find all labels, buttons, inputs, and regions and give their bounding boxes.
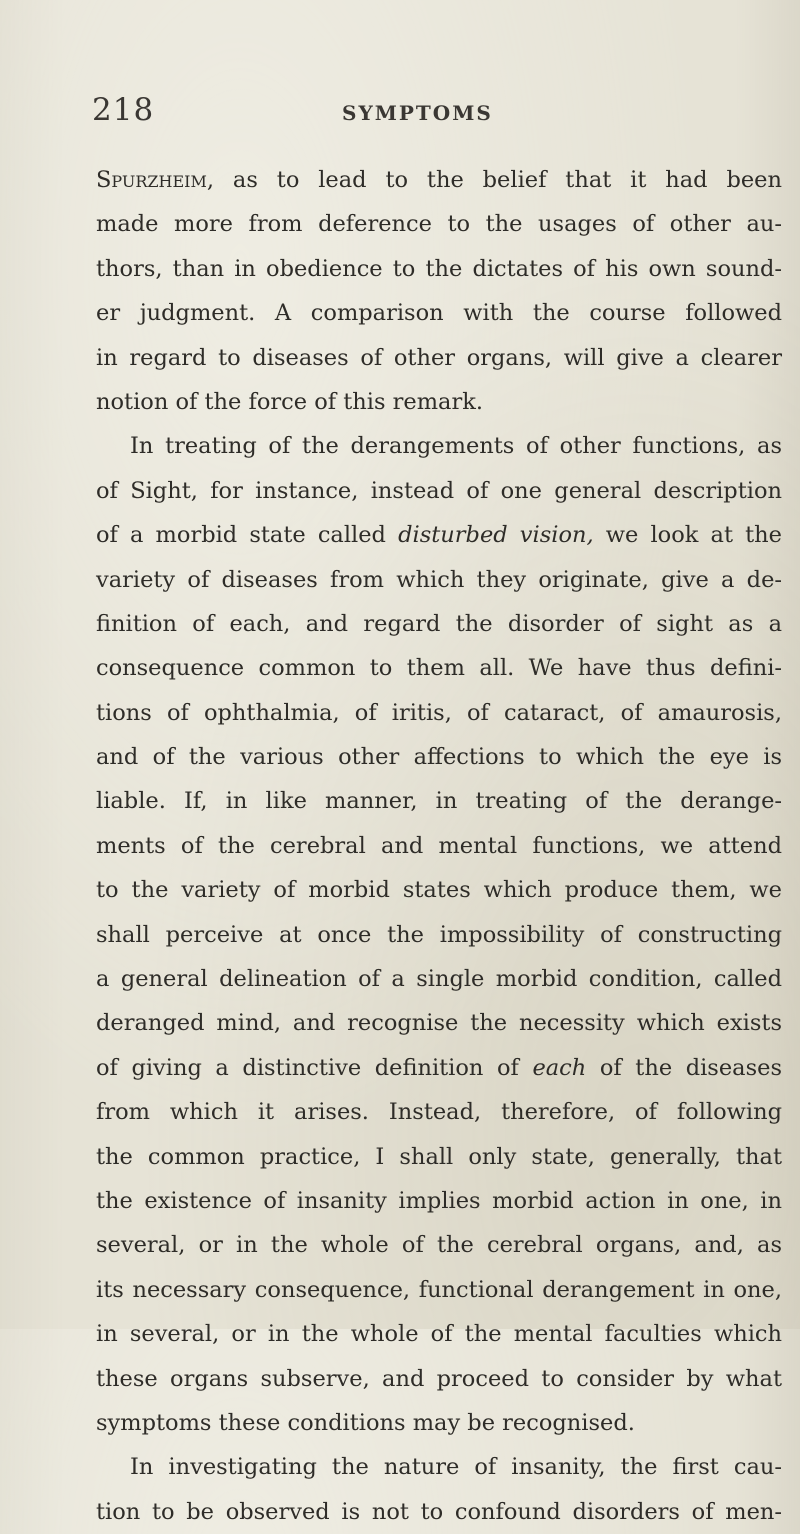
text-line: to the variety of morbid states which produce them, we [96, 877, 782, 904]
text-line: variety of diseases from which they originate, give a de- [96, 566, 782, 593]
page-number: 218 [92, 92, 155, 128]
text-line: In investigating the nature of insanity, the first cau- [130, 1454, 782, 1481]
text-line: in regard to diseases of other organs, will give a clearer [96, 344, 782, 371]
text-line: thors, than in obedience to the dictates of his own sound- [96, 255, 782, 282]
text-line: ments of the cerebral and mental functions, we attend [96, 832, 782, 859]
text-line: the common practice, I shall only state, generally, that [96, 1143, 782, 1170]
text-line: Spurzheim, as to lead to the belief that it had been [96, 167, 782, 193]
running-head [92, 92, 732, 132]
author-name: Spurzheim, [96, 167, 215, 193]
text-line: liable. If, in like manner, in treating of the derange- [96, 788, 782, 815]
text-line: deranged mind, and recognise the necessity which exists [96, 1010, 782, 1037]
text-line: its necessary consequence, functional derangement in one, [96, 1276, 782, 1303]
text-line: made more from deference to the usages of other au- [96, 211, 782, 238]
text-line: consequence common to them all. We have thus defini- [96, 655, 782, 682]
text-line: these organs subserve, and proceed to consider by what [96, 1365, 782, 1392]
text-line: a general delineation of a single morbid condition, called [96, 966, 782, 993]
text-line: In treating of the derangements of other functions, as [130, 433, 782, 460]
text-line: er judgment. A comparison with the course followed [96, 300, 782, 327]
body-text [96, 158, 782, 1534]
running-title: SYMPTOMS [342, 101, 493, 125]
text-line: notion of the force of this remark. [96, 388, 484, 415]
text-line: several, or in the whole of the cerebral organs, and, as [96, 1232, 782, 1259]
paragraph [96, 1445, 782, 1534]
text-line: from which it arises. Instead, therefore, of following [96, 1099, 782, 1126]
text-line: and of the various other affections to which the eye is [96, 744, 782, 771]
text-line: of a morbid state called disturbed vision, we look at the [96, 522, 782, 549]
text-line: of giving a distinctive definition of each of the diseases [96, 1054, 782, 1081]
text-line: tions of ophthalmia, of iritis, of cataract, of amaurosis, [96, 699, 782, 726]
text-line: the existence of insanity implies morbid action in one, in [96, 1187, 782, 1214]
text-line: shall perceive at once the impossibility of constructing [96, 921, 782, 948]
text-line: finition of each, and regard the disorder of sight as a [96, 610, 782, 637]
emphasis: each [532, 1054, 587, 1081]
paragraph [96, 424, 782, 1445]
paragraph [96, 158, 782, 424]
text-line: of Sight, for instance, instead of one general description [96, 477, 782, 504]
emphasis: disturbed vision, [398, 522, 594, 549]
text-line: symptoms these conditions may be recognised. [96, 1409, 635, 1436]
text-line: tion to be observed is not to confound disorders of men- [96, 1498, 782, 1525]
text-line: in several, or in the whole of the mental faculties which [96, 1321, 782, 1348]
